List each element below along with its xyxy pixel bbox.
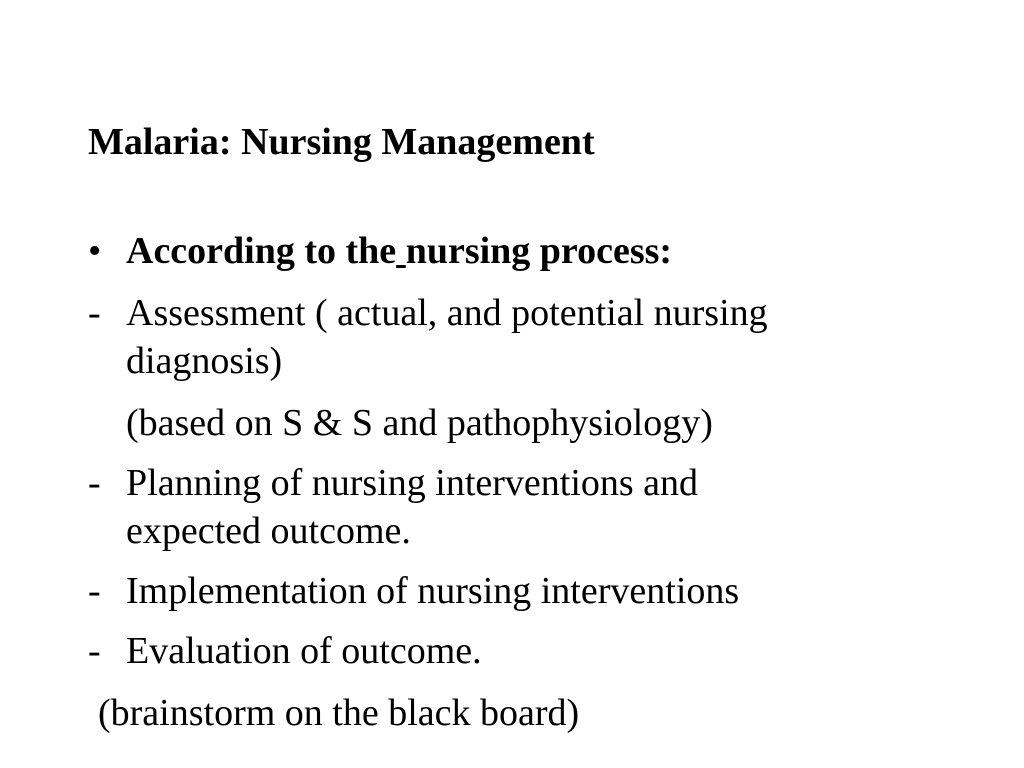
dash-marker: - bbox=[88, 462, 101, 504]
heading-text-part2: nursing process: bbox=[405, 230, 673, 272]
slide-note: (brainstorm on the black board) bbox=[98, 692, 580, 734]
heading-text-part1: According to the bbox=[126, 230, 397, 272]
list-item-text: (based on S & S and pathophysiology) bbox=[126, 402, 713, 444]
dash-marker: - bbox=[88, 292, 101, 334]
list-item-text: expected outcome. bbox=[126, 510, 411, 552]
list-item-text: Implementation of nursing interventions bbox=[126, 570, 740, 612]
slide-title: Malaria: Nursing Management bbox=[88, 121, 595, 163]
dash-marker: - bbox=[88, 570, 101, 612]
heading-text bbox=[126, 228, 672, 274]
list-item-text: Planning of nursing interventions and bbox=[126, 462, 699, 504]
heading-text-space bbox=[396, 230, 406, 272]
dash-marker: - bbox=[88, 630, 101, 672]
list-item-text: Assessment ( actual, and potential nursing bbox=[126, 292, 768, 334]
bullet-marker: • bbox=[88, 230, 102, 272]
list-item-text: diagnosis) bbox=[126, 340, 283, 382]
list-item-text: Evaluation of outcome. bbox=[126, 630, 482, 672]
